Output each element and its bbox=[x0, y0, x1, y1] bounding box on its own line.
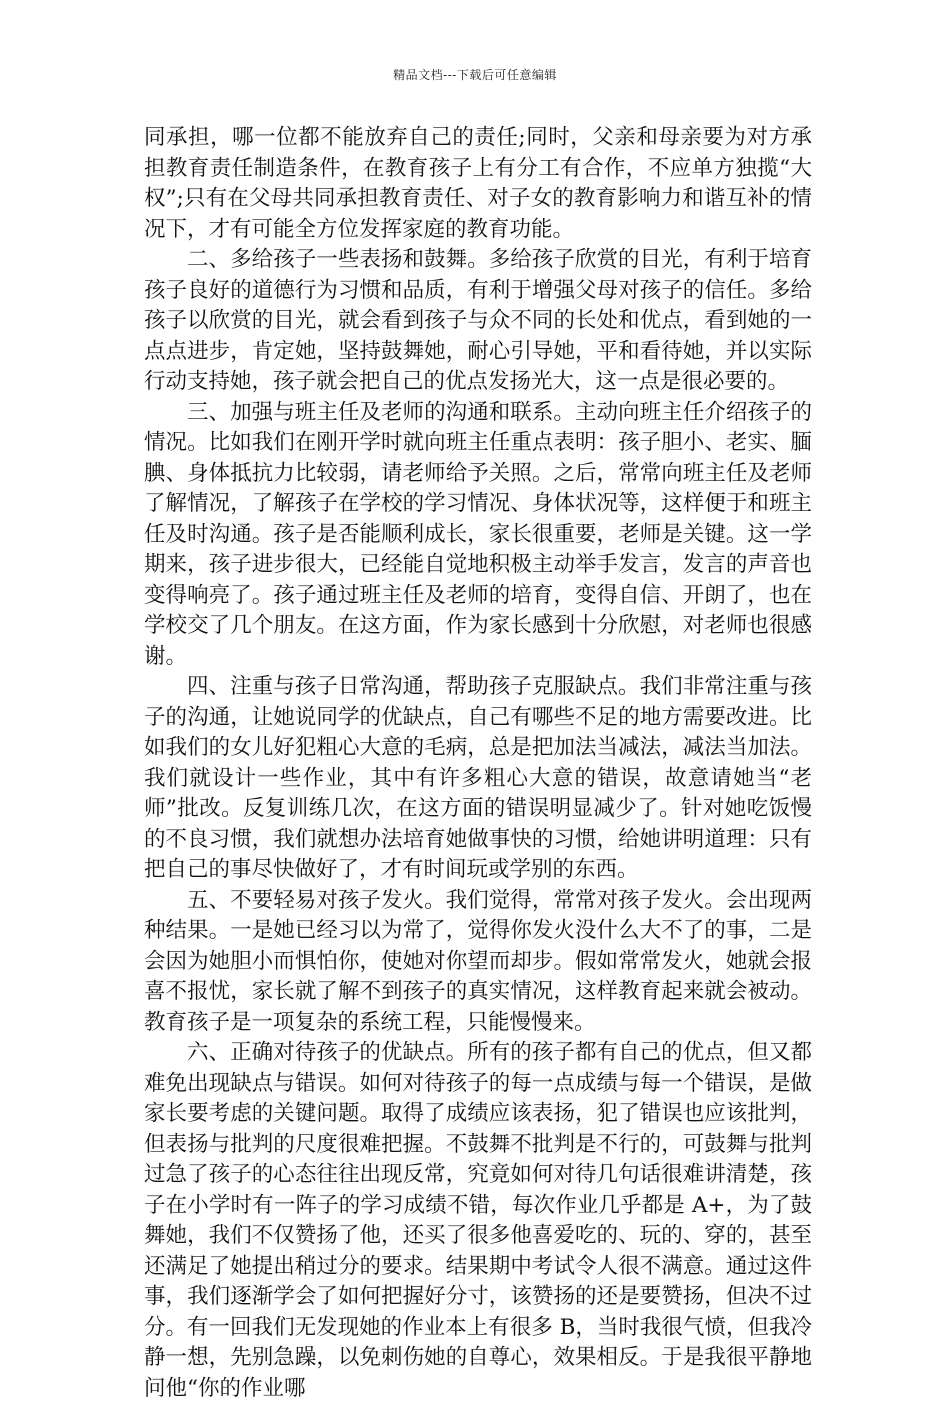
paragraph-teacher-communication: 三、加强与班主任及老师的沟通和联系。主动向班主任介绍孩子的情况。比如我们在刚开学时就向班主任重点表明：孩子胆小、老实、腼腆、身体抵抗力比较弱，请老师给予关照。之后，常常向班主任及老师了解情况，了解孩子在学校的学习情况、身体状况等，这样便于和班主任及时沟通。孩子是否能顺利成长，家长很重要，老师是关键。这一学期来，孩子进步很大，已经能自觉地积极主动举手发言，发言的声音也变得响亮了。孩子通过班主任及老师的培育，变得自信、开朗了，也在学校交了几个朋友。在这方面，作为家长感到十分欣慰，对老师也很感谢。 bbox=[144, 399, 812, 669]
page-header: 精品文档---下载后可任意编辑 bbox=[393, 68, 557, 82]
document-body bbox=[144, 123, 812, 1404]
paragraph-avoid-anger: 五、不要轻易对孩子发火。我们觉得，常常对孩子发火。会出现两种结果。一是她已经习以为常了，觉得你发火没什么大不了的事，二是会因为她胆小而惧怕你，使她对你望而却步。假如常常发火，她就会报喜不报忧，家长就了解不到孩子的真实情况，这样教育起来就会被动。教育孩子是一项复杂的系统工程，只能慢慢来。 bbox=[144, 887, 812, 1035]
paragraph-daily-communication: 四、注重与孩子日常沟通，帮助孩子克服缺点。我们非常注重与孩子的沟通，让她说同学的优缺点，自己有哪些不足的地方需要改进。比如我们的女儿好犯粗心大意的毛病，总是把加法当减法，减法当加法。我们就设计一些作业，其中有许多粗心大意的错误，故意请她当“老师”批改。反复训练几次，在这方面的错误明显减少了。针对她吃饭慢的不良习惯，我们就想办法培育她做事快的习惯，给她讲明道理：只有把自己的事尽快做好了，才有时间玩或学别的东西。 bbox=[144, 674, 812, 882]
paragraph-strengths-weaknesses: 六、正确对待孩子的优缺点。所有的孩子都有自己的优点，但又都难免出现缺点与错误。如何对待孩子的每一点成绩与每一个错误，是做家长要考虑的关键问题。取得了成绩应该表扬，犯了错误也应该批判，但表扬与批判的尺度很难把握。不鼓舞不批判是不行的，可鼓舞与批判过急了孩子的心态往往出现反常，究竟如何对待几句话很难讲清楚，孩子在小学时有一阵子的学习成绩不错，每次作业几乎都是 A+，为了鼓舞她，我们不仅赞扬了他，还买了很多他喜爱吃的、玩的、穿的，甚至还满足了她提出稍过分的要求。结果期中考试令人很不满意。通过这件事，我们逐渐学会了如何把握好分寸，该赞扬的还是要赞扬，但决不过分。有一回我们无发现她的作业本上有很多 B，当时我很气愤，但我冷静一想，先别急躁，以免刺伤她的自尊心，效果相反。于是我很平静地问他“你的作业哪 bbox=[144, 1040, 812, 1401]
paragraph-praise-encouragement: 二、多给孩子一些表扬和鼓舞。多给孩子欣赏的目光，有利于培育孩子良好的道德行为习惯和品质，有利于增强父母对孩子的信任。多给孩子以欣赏的目光，就会看到孩子与众不同的长处和优点，看到她的一点点进步，肯定她，坚持鼓舞她，耐心引导她，平和看待她，并以实际行动支持她，孩子就会把自己的优点发扬光大，这一点是很必要的。 bbox=[144, 247, 812, 394]
paragraph-continuation: 同承担，哪一位都不能放弃自己的责任;同时，父亲和母亲要为对方承担教育责任制造条件，在教育孩子上有分工有合作，不应单方独揽“大权”;只有在父母共同承担教育责任、对子女的教育影响力和谐互补的情况下，才有可能全方位发挥家庭的教育功能。 bbox=[144, 125, 812, 242]
